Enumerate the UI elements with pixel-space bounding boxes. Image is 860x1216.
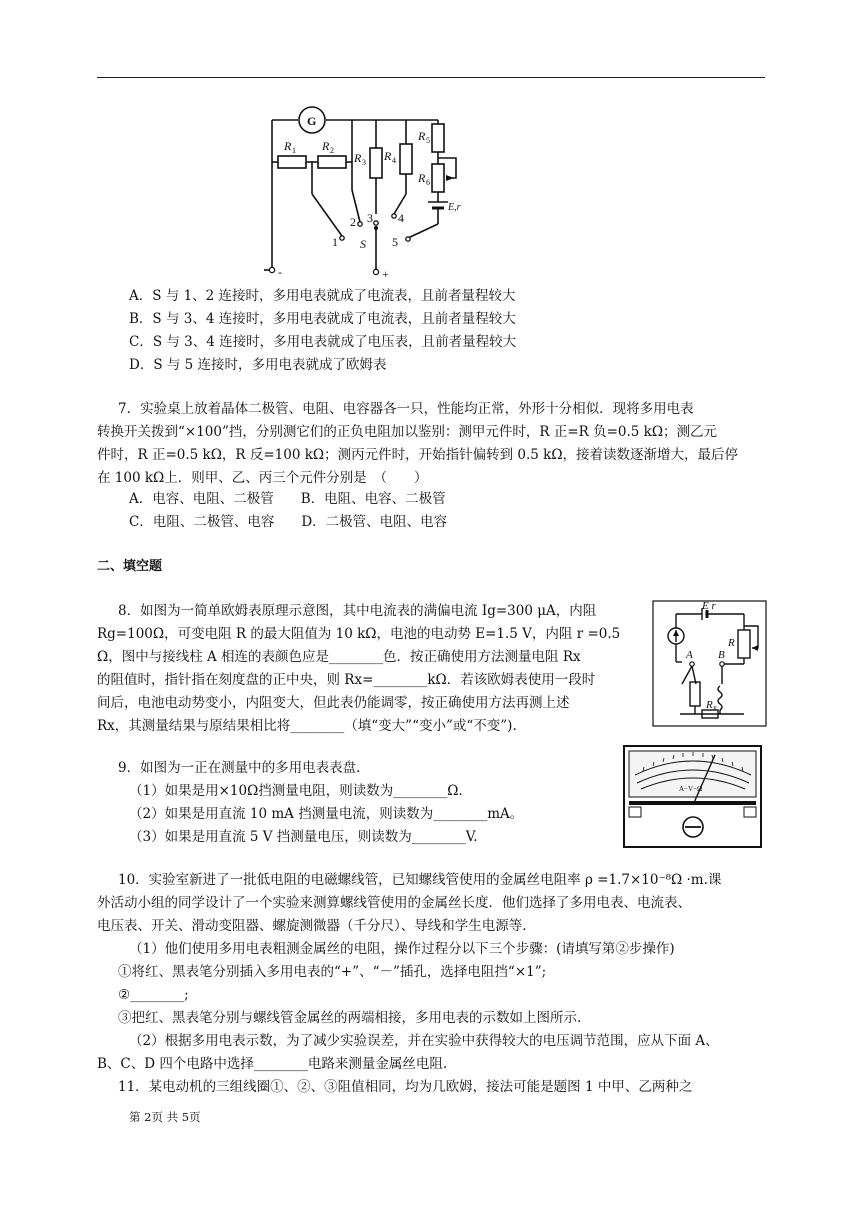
q7-options-row-1: A．电容、电阻、二极管 B．电阻、电容、二极管 xyxy=(129,491,446,507)
svg-text:4: 4 xyxy=(392,156,396,165)
q6-option-c: C．S 与 3、4 连接时，多用电表就成了电压表，且前者量程较大 xyxy=(129,334,517,350)
svg-text:3: 3 xyxy=(362,158,366,167)
svg-text:R: R xyxy=(728,637,735,649)
q6-option-d: D．S 与 5 连接时，多用电表就成了欧姆表 xyxy=(129,357,387,373)
q7-line-4: 在 100 kΩ上．则甲、乙、丙三个元件分别是 （ ） xyxy=(97,470,428,486)
svg-text:R: R xyxy=(418,129,426,143)
svg-text:+: + xyxy=(382,267,389,280)
q8-line-2: Rg=100Ω，可变电阻 R 的最大阻值为 10 kΩ，电池的电动势 E=1.5 V，内阻 r =0.5 xyxy=(97,626,621,642)
svg-text:6: 6 xyxy=(426,178,430,187)
svg-text:E r: E r xyxy=(702,600,716,612)
svg-text:R: R xyxy=(354,151,362,165)
q7-line-3: 件时，R 正=0.5 kΩ，R 反=100 kΩ；测丙元件时，开始指针偏转到 0.5 kΩ，接着读数逐渐增大，最后停 xyxy=(97,447,739,463)
svg-text:R: R xyxy=(322,139,330,153)
q8-ohmmeter-circuit xyxy=(652,600,768,728)
svg-text:S: S xyxy=(360,237,366,251)
svg-text:A−V−Ω: A−V−Ω xyxy=(679,785,703,793)
svg-text:x: x xyxy=(713,703,717,712)
q7-line-2: 转换开关拨到“×100”挡，分别测它们的正负电阻加以鉴别：测甲元件时，R 正=R 负=0.5 kΩ；测乙元 xyxy=(97,424,718,440)
page-footer: 第 2页 共 5页 xyxy=(129,1110,201,1124)
svg-text:1: 1 xyxy=(332,235,338,249)
q9-line-3: （2）如果是用直流 10 mA 挡测量电流，则读数为________mA。 xyxy=(129,806,524,822)
q10-line-8: （2）根据多用电表示数，为了减少实验误差，并在实验中获得较大的电压调节范围，应从下面 A、 xyxy=(129,1033,719,1049)
q9-line-2: （1）如果是用×10Ω挡测量电阻，则读数为________Ω． xyxy=(129,783,472,799)
q10-line-3: 电压表、开关、滑动变阻器、螺旋测微器（千分尺）、导线和学生电源等. xyxy=(97,918,527,934)
svg-text:-: - xyxy=(278,265,282,279)
svg-text:5: 5 xyxy=(392,235,398,249)
g-label: G xyxy=(307,114,317,128)
svg-text:4: 4 xyxy=(398,211,404,225)
q7-line-1: 7．实验桌上放着晶体二极管、电阻、电容器各一只，性能均正常，外形十分相似．现将多用电表 xyxy=(118,401,694,417)
q6-option-b: B．S 与 3、4 连接时，多用电表就成了电流表，且前者量程较大 xyxy=(129,311,516,327)
q9-multimeter-dial xyxy=(623,745,763,849)
q6-option-a: A．S 与 1、2 连接时，多用电表就成了电流表，且前者量程较大 xyxy=(129,288,516,304)
q10-line-1: 10．实验室新进了一批低电阻的电磁螺线管，已知螺线管使用的金属丝电阻率 ρ =1.7×10⁻⁸Ω ·m.课 xyxy=(118,872,722,888)
q8-line-5: 间后，电池电动势变小，内阻变大，但此表仍能调零，按正确使用方法再测上述 xyxy=(97,695,570,711)
q10-line-4: （1）他们使用多用电表粗测金属丝的电阻，操作过程分以下三个步骤：(请填写第②步操作) xyxy=(129,941,675,957)
svg-text:R: R xyxy=(418,171,426,185)
q10-line-6: ②________; xyxy=(118,987,189,1003)
header-rule xyxy=(97,77,765,78)
q9-line-4: （3）如果是用直流 5 V 挡测量电压，则读数为________V. xyxy=(129,829,478,845)
svg-text:5: 5 xyxy=(426,136,430,145)
svg-text:A: A xyxy=(686,649,693,661)
q10-line-2: 外活动小组的同学设计了一个实验来测算螺线管使用的金属丝长度．他们选择了多用电表、电流表、 xyxy=(97,895,691,911)
svg-text:3: 3 xyxy=(367,211,373,225)
q8-line-4: 的阻值时，指针指在刻度盘的正中央，则 Rx=________kΩ．若该欧姆表使用一段时 xyxy=(97,672,596,688)
q9-line-1: 9．如图为一正在测量中的多用电表表盘. xyxy=(118,760,361,776)
svg-text:R: R xyxy=(384,149,392,163)
q6-multimeter-circuit xyxy=(262,98,462,280)
q10-line-7: ③把红、黑表笔分别与螺线管金属丝的两端相接，多用电表的示数如上图所示. xyxy=(118,1010,582,1026)
q10-line-9: B、C、D 四个电路中选择________电路来测量金属丝电阻. xyxy=(97,1056,448,1072)
svg-text:2: 2 xyxy=(350,215,356,229)
q11-line-1: 11．某电动机的三组线圈①、②、③阻值相同，均为几欧姆，接法可能是题图 1 中甲、乙两种之 xyxy=(118,1079,693,1095)
svg-text:E,r: E,r xyxy=(448,202,461,213)
q10-line-5: ①将红、黑表笔分别插入多用电表的“+”、“－”插孔，选择电阻挡“×1”; xyxy=(118,964,547,980)
svg-text:1: 1 xyxy=(292,146,296,155)
svg-text:2: 2 xyxy=(330,146,334,155)
q8-line-6: Rx，其测量结果与原结果相比将________（填“变大”“变小”或“不变”). xyxy=(97,718,517,734)
svg-text:B: B xyxy=(718,649,725,661)
q8-line-3: Ω，图中与接线柱 A 相连的表颜色应是________色．按正确使用方法测量电阻 Rx xyxy=(97,649,581,665)
q7-options-row-2: C．电阻、二极管、电容 D．二极管、电阻、电容 xyxy=(129,514,448,530)
section-heading: 二、填空题 xyxy=(97,559,163,574)
svg-text:R: R xyxy=(284,139,292,153)
svg-text:R: R xyxy=(706,699,713,711)
q8-line-1: 8．如图为一简单欧姆表原理示意图，其中电流表的满偏电流 Ig=300 μA，内阻 xyxy=(118,603,597,619)
